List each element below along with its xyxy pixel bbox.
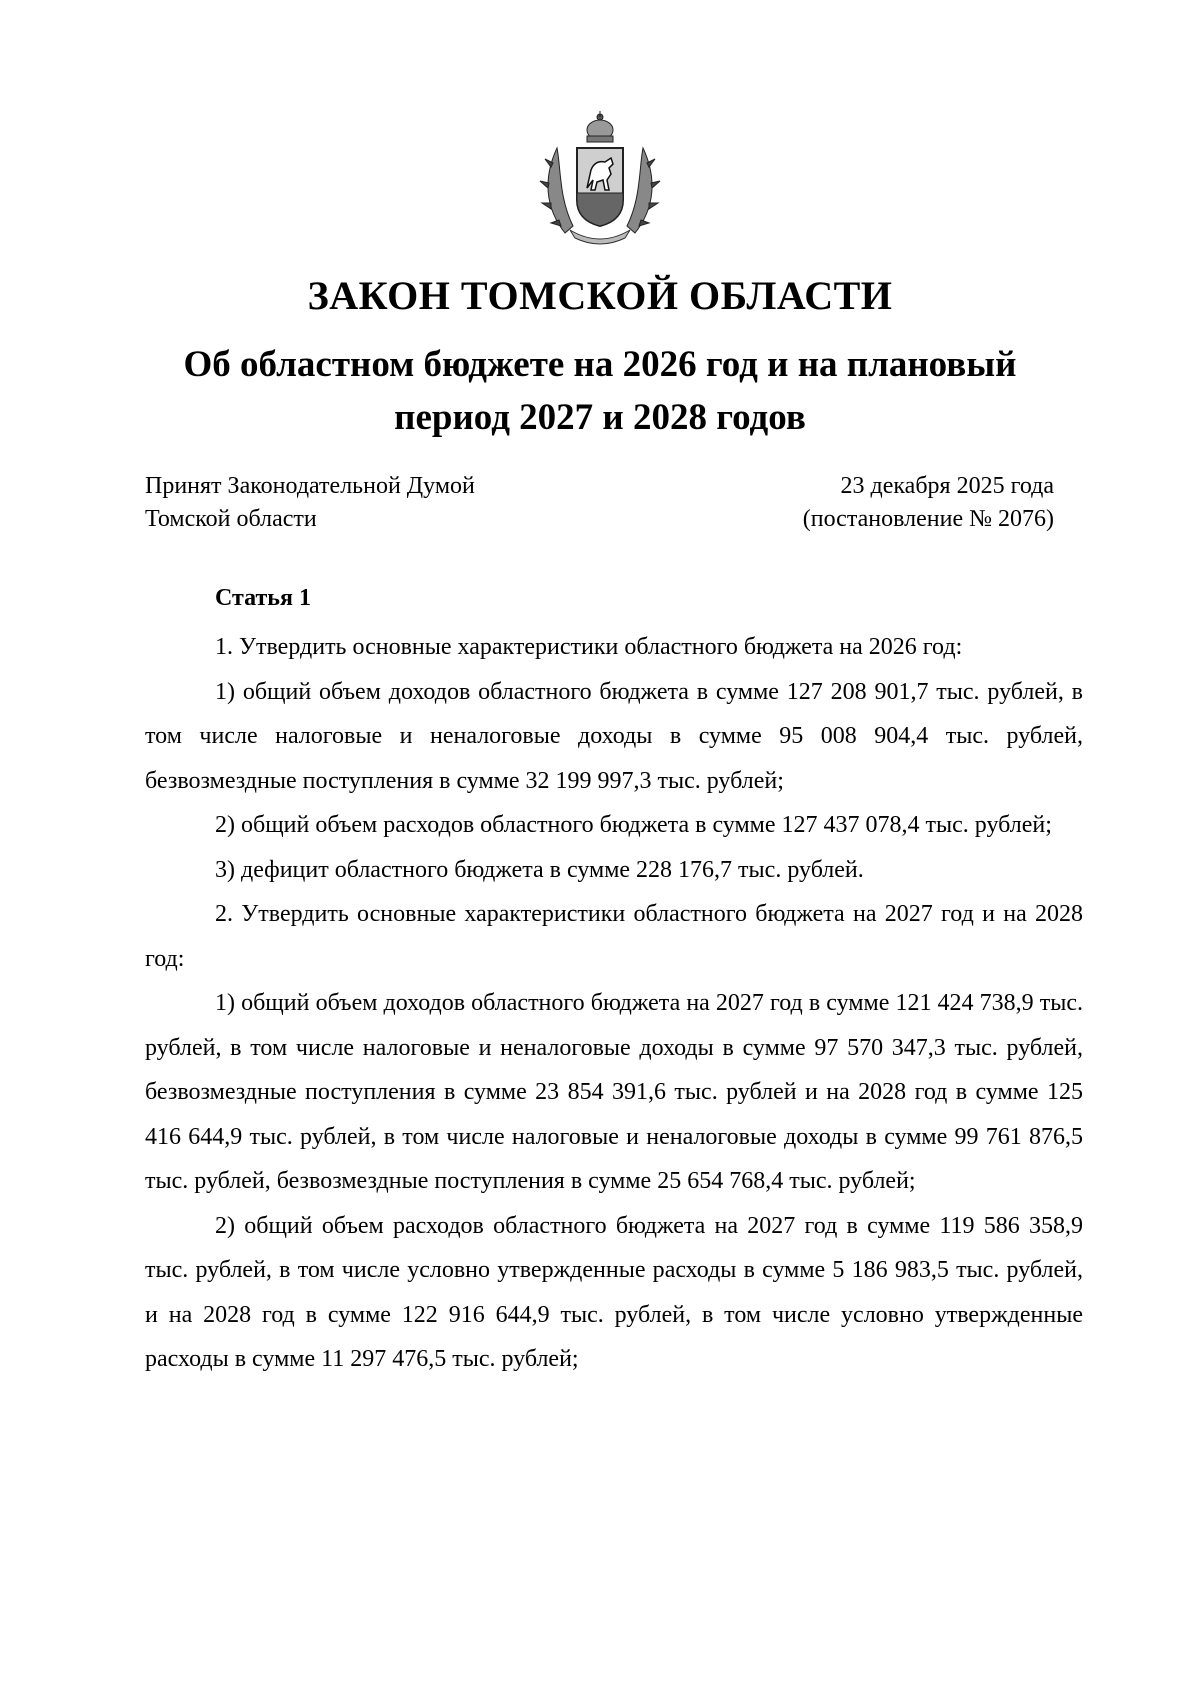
paragraph-2-1: 1) общий объем доходов областного бюджета на 2027 год в сумме 121 424 738,9 тыс. рублей, в том числе налоговые и неналоговые доходы в сумме 97 570 347,3 тыс. рублей, безвозмездные поступления в сумме 23 854 391,6 тыс. рублей и на 2028 год в сумме 125 416 644,9 тыс. рублей, в том числе налоговые и неналоговые доходы в сумме 99 761 876,5 тыс. рублей, безвозмездные поступления в сумме 25 654 768,4 тыс. рублей; (145, 990, 1083, 1194)
paragraph-1: 1. Утвердить основные характеристики областного бюджета на 2026 год: (215, 634, 963, 660)
paragraph-2-2: 2) общий объем расходов областного бюджета на 2027 год в сумме 119 586 358,9 тыс. рублей, в том числе условно утвержденные расходы в сумме 5 186 983,5 тыс. рублей, и на 2028 год в сумме 122 916 644,9 тыс. рублей, в том числе условно утвержденные расходы в сумме 11 297 476,5 тыс. рублей; (145, 1212, 1083, 1372)
law-title: ЗАКОН ТОМСКОЙ ОБЛАСТИ (307, 273, 893, 318)
resolution-number-line: (постановление № 2076) (802, 506, 1054, 532)
adoption-body (145, 470, 475, 536)
article-title: Статья 1 (215, 585, 311, 611)
adoption-body-line-1: Принят Законодательной Думой (145, 473, 475, 499)
paragraph-2: 2. Утвердить основные характеристики областного бюджета на 2027 год и на 2028 год: (145, 901, 1083, 972)
law-subtitle-line-1: Об областном бюджете на 2026 год и на плановый (183, 344, 1017, 385)
adoption-date-line: 23 декабря 2025 года (840, 473, 1054, 499)
article-body (145, 576, 1083, 1382)
law-subtitle (0, 338, 1200, 444)
law-subtitle-line-2: период 2027 и 2028 годов (394, 397, 806, 438)
adoption-date (803, 470, 1054, 536)
paragraph-1-1: 1) общий объем доходов областного бюджета в сумме 127 208 901,7 тыс. рублей, в том числе налоговые и неналоговые доходы в сумме 95 008 904,4 тыс. рублей, безвозмездные поступления в сумме 32 199 997,3 тыс. рублей; (145, 678, 1083, 794)
adoption-body-line-2: Томской области (145, 506, 317, 532)
paragraph-1-3: 3) дефицит областного бюджета в сумме 228 176,7 тыс. рублей. (215, 856, 864, 883)
paragraph-1-2: 2) общий объем расходов областного бюджета в сумме 127 437 078,4 тыс. рублей; (215, 812, 1052, 838)
coat-of-arms-icon (535, 108, 665, 248)
